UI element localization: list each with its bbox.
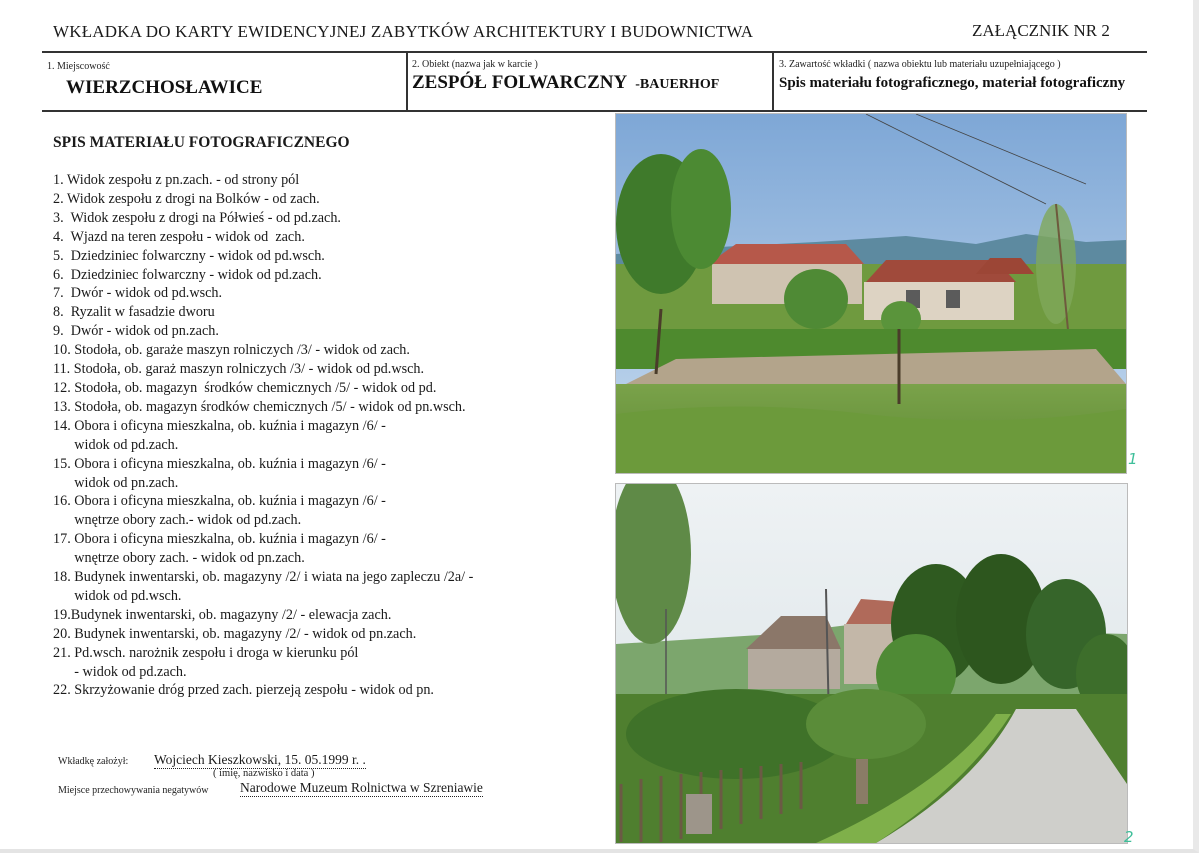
photo-farm-view-fields <box>616 114 1126 473</box>
header-bottom-rule <box>42 110 1147 112</box>
header-top-rule <box>42 51 1147 53</box>
list-item: 2. Widok zespołu z drogi na Bolków - od zach. <box>53 190 320 207</box>
list-item: widok od pd.zach. <box>53 436 179 453</box>
storage-value: Narodowe Muzeum Rolnictwa w Szreniawie <box>240 780 483 795</box>
list-item: 13. Stodoła, ob. magazyn środków chemicznych /5/ - widok od pn.wsch. <box>53 398 466 415</box>
list-item: 22. Skrzyżowanie dróg przed zach. pierzeją zespołu - widok od pn. <box>53 682 434 699</box>
list-item: widok od pn.zach. <box>53 474 179 491</box>
list-item: 5. Dziedziniec folwarczny - widok od pd.wsch. <box>53 247 325 264</box>
list-item: 9. Dwór - widok od pn.zach. <box>53 323 219 340</box>
list-item: 4. Wjazd na teren zespołu - widok od zach. <box>53 228 305 245</box>
author-hint: ( imię, nazwisko i data ) <box>213 768 315 779</box>
object-label: 2. Obiekt (nazwa jak w karcie ) <box>412 59 538 70</box>
annex-number: ZAŁĄCZNIK NR 2 <box>972 21 1110 40</box>
list-item: - widok od pd.zach. <box>53 663 187 680</box>
photo-number-2: 2 <box>1124 828 1134 846</box>
object-value <box>412 72 719 94</box>
list-item: 10. Stodoła, ob. garaże maszyn rolniczych /3/ - widok od zach. <box>53 342 410 359</box>
list-item: 16. Obora i oficyna mieszkalna, ob. kuźnia i magazyn /6/ - <box>53 493 386 510</box>
place-label: 1. Miejscowość <box>47 61 110 72</box>
field-divider <box>406 52 408 112</box>
list-item: 19.Budynek inwentarski, ob. magazyny /2/ - elewacja zach. <box>53 606 392 623</box>
photo-farm-view-road <box>616 484 1127 843</box>
author-value: Wojciech Kieszkowski, 15. 05.1999 r. . <box>154 752 366 767</box>
list-item: wnętrze obory zach. - widok od pn.zach. <box>53 550 305 567</box>
list-item: 11. Stodoła, ob. garaż maszyn rolniczych /3/ - widok od pd.wsch. <box>53 361 425 378</box>
list-item: 18. Budynek inwentarski, ob. magazyny /2/ i wiata na jego zapleczu /2a/ - <box>53 569 474 586</box>
content-value: Spis materiału fotograficznego, materiał fotograficzny <box>779 75 1126 91</box>
list-item: 14. Obora i oficyna mieszkalna, ob. kuźnia i magazyn /6/ - <box>53 417 386 434</box>
place-value: WIERZCHOSŁAWICE <box>66 77 263 98</box>
storage-label: Miejsce przechowywania negatywów <box>58 785 209 796</box>
list-item: 7. Dwór - widok od pd.wsch. <box>53 285 223 302</box>
list-item: widok od pd.wsch. <box>53 587 182 604</box>
author-label: Wkładkę założył: <box>58 756 129 767</box>
list-item: wnętrze obory zach.- widok od pd.zach. <box>53 512 302 529</box>
object-suffix: -BAUERHOF <box>635 77 720 92</box>
photo-number-1: 1 <box>1128 450 1138 468</box>
field-divider <box>772 52 774 112</box>
document-title: WKŁADKA DO KARTY EWIDENCYJNEJ ZABYTKÓW ARCHITEKTURY I BUDOWNICTWA <box>53 22 754 41</box>
list-title: SPIS MATERIAŁU FOTOGRAFICZNEGO <box>53 134 350 151</box>
photo-list <box>53 171 593 700</box>
object-name: ZESPÓŁ FOLWARCZNY <box>412 72 627 93</box>
list-item: 20. Budynek inwentarski, ob. magazyny /2/ - widok od pn.zach. <box>53 625 417 642</box>
list-item: 8. Ryzalit w fasadzie dworu <box>53 304 215 321</box>
list-item: 6. Dziedziniec folwarczny - widok od pd.zach. <box>53 266 322 283</box>
list-item: 3. Widok zespołu z drogi na Półwieś - od pd.zach. <box>53 209 341 226</box>
list-item: 12. Stodoła, ob. magazyn środków chemicznych /5/ - widok od pd. <box>53 379 437 396</box>
list-item: 21. Pd.wsch. narożnik zespołu i droga w kierunku pól <box>53 644 359 661</box>
list-item: 1. Widok zespołu z pn.zach. - od strony pól <box>53 172 300 188</box>
content-label: 3. Zawartość wkładki ( nazwa obiektu lub materiału uzupełniającego ) <box>779 59 1061 70</box>
list-item: 15. Obora i oficyna mieszkalna, ob. kuźnia i magazyn /6/ - <box>53 455 386 472</box>
list-item: 17. Obora i oficyna mieszkalna, ob. kuźnia i magazyn /6/ - <box>53 531 386 548</box>
